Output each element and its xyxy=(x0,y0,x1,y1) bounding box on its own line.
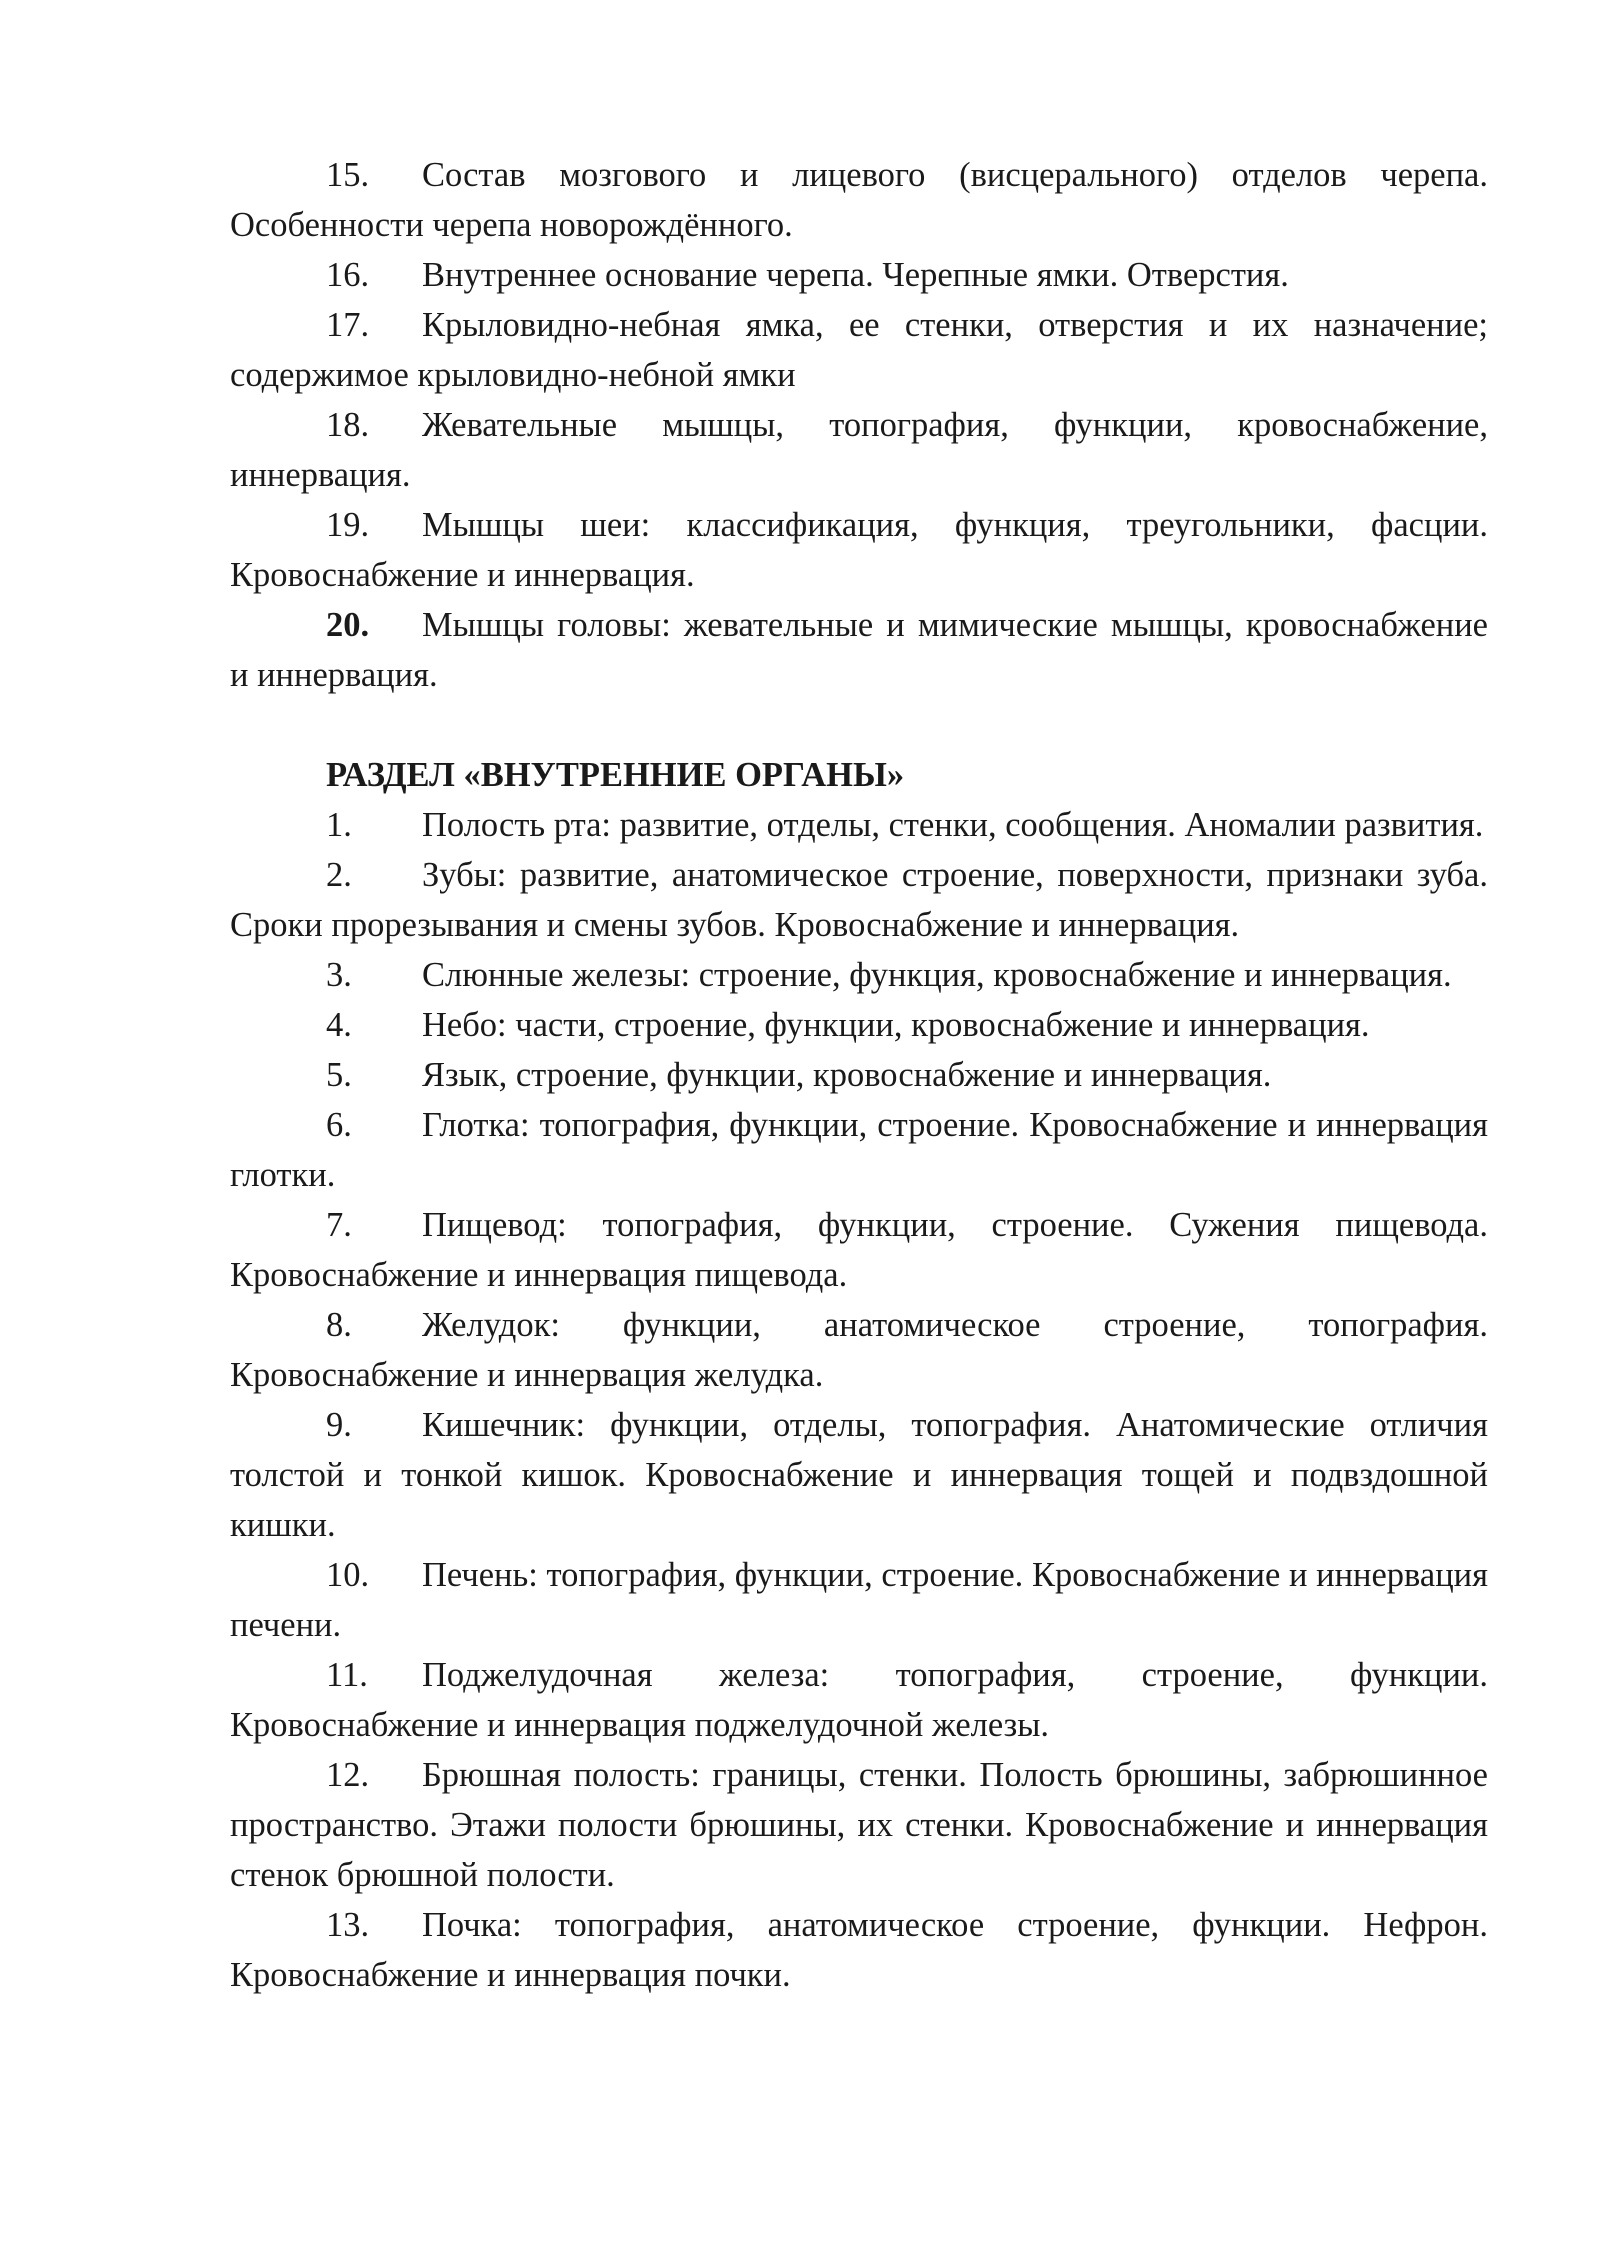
item-number: 17. xyxy=(326,306,370,344)
list-item xyxy=(230,400,1488,500)
item-text: Пищевод: топография, функции, строение. Сужения пищевода. Кровоснабжение и иннервация пищевода. xyxy=(230,1206,1488,1294)
item-number: 1. xyxy=(326,806,352,844)
item-text: Поджелудочная железа: топография, строение, функции. Кровоснабжение и иннервация поджелудочной железы. xyxy=(230,1656,1488,1744)
item-number: 10. xyxy=(326,1556,370,1594)
list-item xyxy=(230,1100,1488,1200)
item-number: 11. xyxy=(326,1656,368,1694)
organs-question-list xyxy=(230,800,1488,2000)
item-number: 13. xyxy=(326,1906,370,1944)
list-item xyxy=(230,150,1488,250)
list-item xyxy=(230,1400,1488,1550)
item-text: Желудок: функции, анатомическое строение, топография. Кровоснабжение и иннервация желудка. xyxy=(230,1306,1488,1394)
item-number: 9. xyxy=(326,1406,352,1444)
item-text: Мышцы головы: жевательные и мимические мышцы, кровоснабжение и иннервация. xyxy=(230,606,1488,694)
item-number: 7. xyxy=(326,1206,352,1244)
item-number: 5. xyxy=(326,1056,352,1094)
list-item xyxy=(230,800,1488,850)
item-number: 3. xyxy=(326,956,352,994)
document-page xyxy=(230,150,1488,2000)
list-item xyxy=(230,1650,1488,1750)
skull-question-list xyxy=(230,150,1488,700)
list-item xyxy=(230,500,1488,600)
item-text: Внутреннее основание черепа. Черепные ямки. Отверстия. xyxy=(422,256,1289,294)
item-text: Язык, строение, функции, кровоснабжение и иннервация. xyxy=(422,1056,1272,1094)
item-number: 12. xyxy=(326,1756,370,1794)
item-text: Глотка: топография, функции, строение. Кровоснабжение и иннервация глотки. xyxy=(230,1106,1488,1194)
list-item xyxy=(230,1750,1488,1900)
list-item xyxy=(230,1550,1488,1650)
item-text: Мышцы шеи: классификация, функция, треугольники, фасции. Кровоснабжение и иннервация. xyxy=(230,506,1488,594)
item-text: Состав мозгового и лицевого (висцерального) отделов черепа. Особенности черепа новорождённого. xyxy=(230,156,1488,244)
list-item xyxy=(230,1050,1488,1100)
list-item xyxy=(230,850,1488,950)
item-text: Печень: топография, функции, строение. Кровоснабжение и иннервация печени. xyxy=(230,1556,1488,1644)
item-text: Почка: топография, анатомическое строение, функции. Нефрон. Кровоснабжение и иннервация почки. xyxy=(230,1906,1488,1994)
item-text: Брюшная полость: границы, стенки. Полость брюшины, забрюшинное пространство. Этажи полости брюшины, их стенки. Кровоснабжение и иннервация стенок брюшной полости. xyxy=(230,1756,1488,1894)
item-text: Зубы: развитие, анатомическое строение, поверхности, признаки зуба. Сроки прорезывания и смены зубов. Кровоснабжение и иннервация. xyxy=(230,856,1488,944)
item-number: 6. xyxy=(326,1106,352,1144)
item-text: Кишечник: функции, отделы, топография. Анатомические отличия толстой и тонкой кишок. Кровоснабжение и иннервация тощей и подвздошной кишки. xyxy=(230,1406,1488,1544)
list-item xyxy=(230,1300,1488,1400)
item-number: 16. xyxy=(326,256,370,294)
list-item xyxy=(230,300,1488,400)
item-number: 4. xyxy=(326,1006,352,1044)
item-number: 19. xyxy=(326,506,370,544)
item-number: 15. xyxy=(326,156,370,194)
list-item xyxy=(230,950,1488,1000)
item-text: Небо: части, строение, функции, кровоснабжение и иннервация. xyxy=(422,1006,1370,1044)
item-text: Полость рта: развитие, отделы, стенки, сообщения. Аномалии развития. xyxy=(422,806,1484,844)
list-item xyxy=(230,1000,1488,1050)
item-number: 8. xyxy=(326,1306,352,1344)
item-text: Слюнные железы: строение, функция, кровоснабжение и иннервация. xyxy=(422,956,1452,994)
section-title: РАЗДЕЛ «ВНУТРЕННИЕ ОРГАНЫ» xyxy=(326,756,905,794)
item-text: Жевательные мышцы, топография, функции, кровоснабжение, иннервация. xyxy=(230,406,1488,494)
list-item xyxy=(230,1200,1488,1300)
list-item xyxy=(230,1900,1488,2000)
item-text: Крыловидно-небная ямка, ее стенки, отверстия и их назначение; содержимое крыловидно-небной ямки xyxy=(230,306,1488,394)
list-item xyxy=(230,600,1488,700)
item-number: 2. xyxy=(326,856,352,894)
item-number: 20. xyxy=(326,606,370,644)
list-item xyxy=(230,250,1488,300)
item-number: 18. xyxy=(326,406,370,444)
